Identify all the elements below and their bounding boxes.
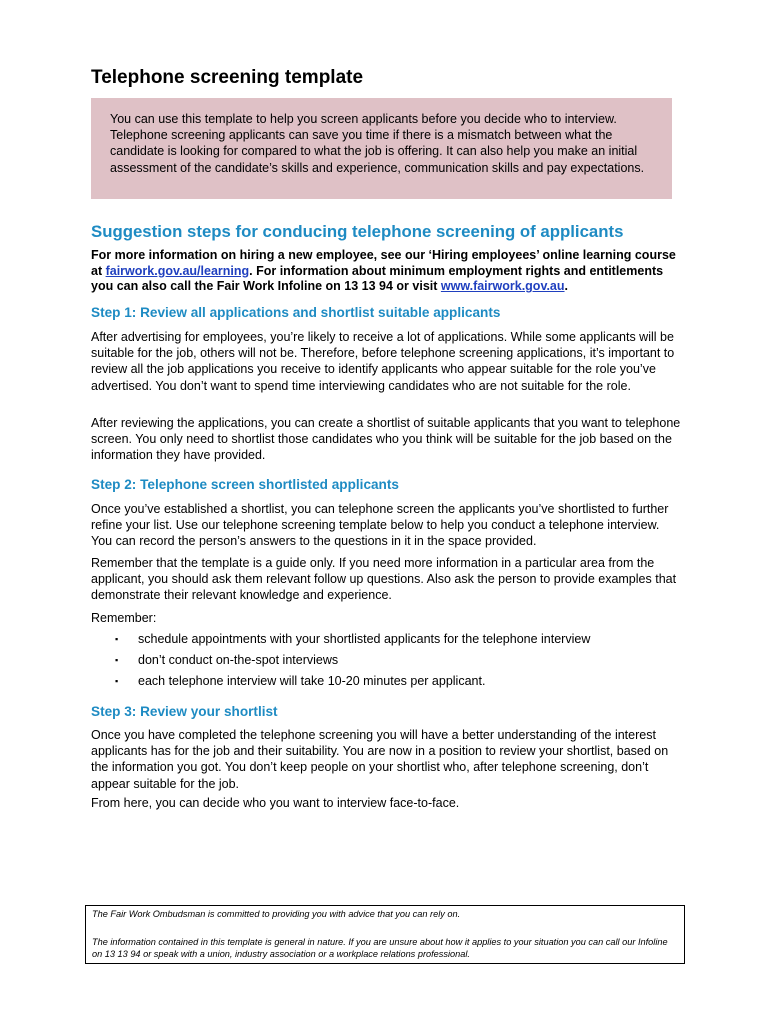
more-info-text-1: For more information on hiring a new employee, see our ‘Hiring employees’ online learning course at [91, 248, 676, 278]
footer-line-2: The information contained in this template is general in nature. If you are unsure about how it applies to your situation you can call our Infoline on 13 13 94 or speak with a union, industry association or a workplace relations professional. [92, 937, 668, 959]
more-info-paragraph [91, 248, 681, 295]
reminder-list [91, 631, 681, 694]
bullet-icon: ▪ [115, 676, 119, 686]
fairwork-website-link[interactable]: www.fairwork.gov.au [440, 279, 565, 293]
step2-paragraph-2: Remember that the template is a guide only. If you need more information in a particular area from the applicant, you should ask them relevant follow up questions. Also ask the person to provide examples that demonstrate their relevant knowledge and experience. [91, 556, 677, 603]
intro-text: You can use this template to help you screen applicants before you decide who to interview. Telephone screening applicants can save you time if there is a mismatch between what the candidate is looking for compared to what the job is offering. It can also help you make an initial assessment of the candidate’s skills and experience, communication skills and pay expectations. [110, 112, 645, 175]
remember-label: Remember: [91, 611, 157, 625]
list-item [91, 631, 681, 652]
list-item-text: each telephone interview will take 10-20 minutes per applicant. [138, 674, 486, 688]
step2-heading: Step 2: Telephone screen shortlisted applicants [91, 477, 399, 492]
section-heading: Suggestion steps for conducing telephone screening of applicants [91, 222, 624, 241]
footer-disclaimer-box [85, 905, 685, 964]
more-info-text-3: . [564, 279, 569, 293]
step1-paragraph-1: After advertising for employees, you’re likely to receive a lot of applications. While some applicants will be suitable for the job, others will not be. Therefore, before telephone screening applications, it’s important to review all the job applications you receive to identify applicants who appear suitable for the role you’ve advertised. You don’t want to spend time interviewing candidates who are not suitable for the role. [91, 330, 675, 393]
step3-heading: Step 3: Review your shortlist [91, 704, 278, 719]
step1-paragraph-2: After reviewing the applications, you can create a shortlist of suitable applicants that you want to telephone screen. You only need to shortlist those candidates who you think will be suitable for the job based on the information they have provided. [91, 416, 681, 463]
bullet-icon: ▪ [115, 655, 119, 665]
more-info-text-2: . For information about minimum employment rights and entitlements you can also call the Fair Work Infoline on 13 13 94 or visit [91, 263, 664, 293]
bullet-icon: ▪ [115, 634, 119, 644]
list-item-text: don’t conduct on-the-spot interviews [138, 653, 339, 667]
footer-line-1: The Fair Work Ombudsman is committed to providing you with advice that you can rely on. [92, 909, 461, 919]
list-item-text: schedule appointments with your shortlisted applicants for the telephone interview [138, 632, 591, 646]
step3-paragraph-2: From here, you can decide who you want to interview face-to-face. [91, 796, 460, 810]
list-item [91, 652, 681, 673]
list-item [91, 673, 681, 694]
learning-link[interactable]: fairwork.gov.au/learning [105, 263, 250, 278]
step1-heading: Step 1: Review all applications and shortlist suitable applicants [91, 305, 501, 320]
page-title: Telephone screening template [91, 67, 364, 88]
intro-box [91, 98, 672, 199]
step2-paragraph-1: Once you’ve established a shortlist, you can telephone screen the applicants you’ve shortlisted to further refine your list. Use our telephone screening template below to help you conduct a telephone interview. You can record the person’s answers to the questions in it in the space provided. [91, 502, 669, 549]
step3-paragraph-1: Once you have completed the telephone screening you will have a better understanding of the interest applicants has for the job and their suitability. You are now in a position to review your shortlist, based on the information you got. You don’t keep people on your shortlist who, after telephone screening, don’t appear suitable for the job. [91, 728, 669, 791]
